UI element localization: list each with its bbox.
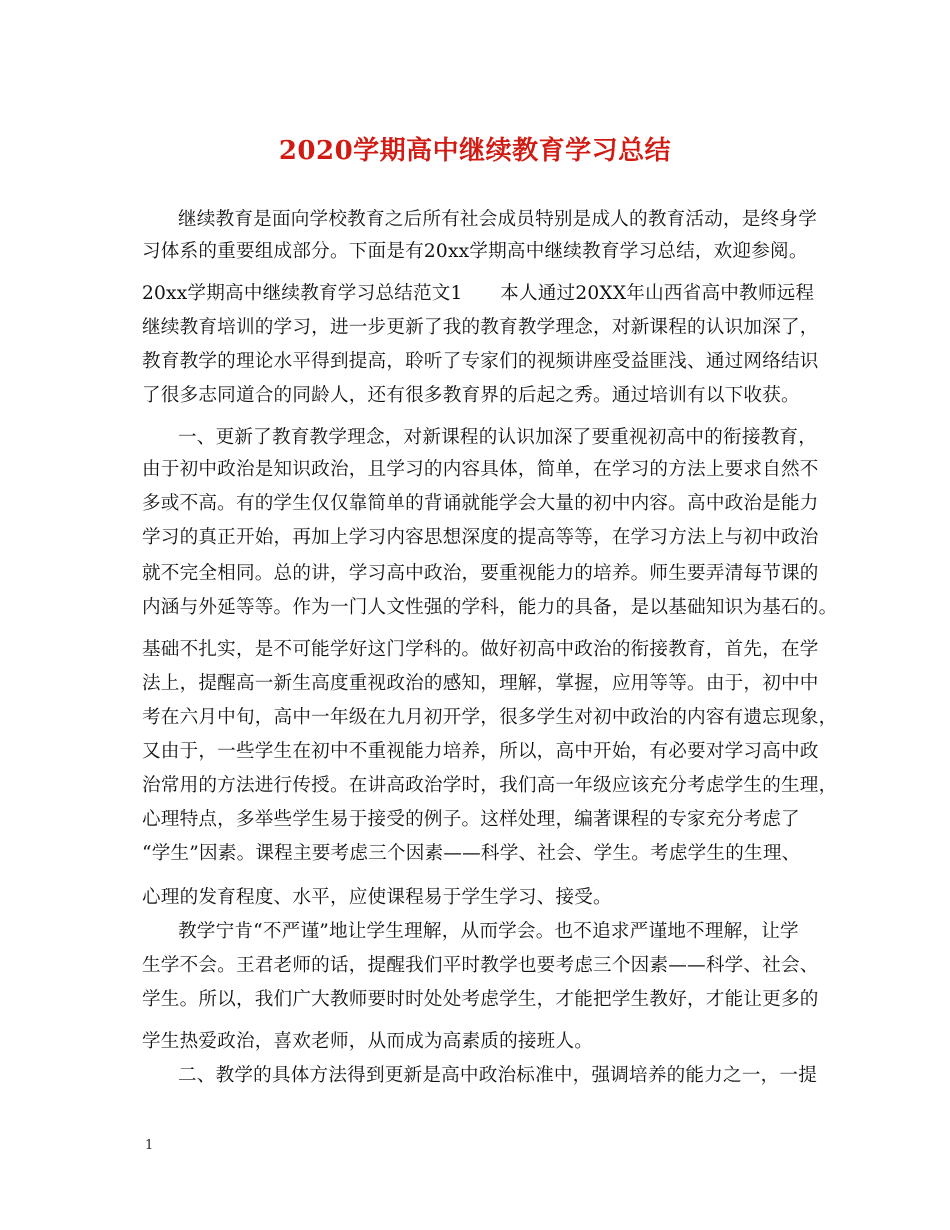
text-line: 学习的真正开始，再加上学习内容思想深度的提高等等，在学习方法上与初中政治 <box>142 527 819 548</box>
text-line: 就不完全相同。总的讲，学习高中政治，要重视能力的培养。师生要弄清每节课的 <box>142 563 819 584</box>
text-line: 习体系的重要组成部分。下面是有20xx学期高中继续教育学习总结，欢迎参阅。 <box>142 241 808 262</box>
text-line: 心理特点，多举些学生易于接受的例子。这样处理，编著课程的专家充分考虑了 <box>142 809 800 830</box>
text-line: 心理的发育程度、水平，应使课程易于学生学习、接受。 <box>142 887 612 908</box>
text-line: 又由于，一些学生在初中不重视能力培养，所以，高中开始，有必要对学习高中政 <box>142 741 819 762</box>
text-line: 二、教学的具体方法得到更新是高中政治标准中，强调培养的能力之一，一提 <box>178 1065 817 1086</box>
text-line: 考在六月中旬，高中一年级在九月初开学，很多学生对初中政治的内容有遗忘现象， <box>142 707 838 728</box>
text-line: “学生”因素。课程主要考虑三个因素——科学、社会、学生。考虑学生的生理、 <box>142 843 801 864</box>
text-line: 学生。所以，我们广大教师要时时处处考虑学生，才能把学生教好，才能让更多的 <box>142 989 819 1010</box>
document-title: 2020学期高中继续教育学习总结 <box>278 136 672 166</box>
text-line: 治常用的方法进行传授。在讲高政治学时，我们高一年级应该充分考虑学生的生理， <box>142 775 838 796</box>
text-line: 一、更新了教育教学理念，对新课程的认识加深了要重视初高中的衔接教育， <box>178 427 817 448</box>
text-line: 内涵与外延等等。作为一门人文性强的学科，能力的具备，是以基础知识为基石的。 <box>142 597 838 618</box>
text-line: 继续教育是面向学校教育之后所有社会成员特别是成人的教育活动，是终身学 <box>178 209 817 230</box>
text-line: 20xx学期高中继续教育学习总结范文1 本人通过20XX年山西省高中教师远程 <box>142 283 815 304</box>
text-line: 教学宁肯“不严谨”地让学生理解，从而学会。也不追求严谨地不理解，让学 <box>178 921 799 942</box>
text-line: 了很多志同道合的同龄人，还有很多教育界的后起之秀。通过培训有以下收获。 <box>142 385 800 406</box>
text-line: 基础不扎实，是不可能学好这门学科的。做好初高中政治的衔接教育，首先，在学 <box>142 639 819 660</box>
text-line: 学生热爱政治，喜欢老师，从而成为高素质的接班人。 <box>142 1031 594 1052</box>
text-line: 法上，提醒高一新生高度重视政治的感知，理解，掌握，应用等等。由于，初中中 <box>142 673 819 694</box>
text-line: 继续教育培训的学习，进一步更新了我的教育教学理念，对新课程的认识加深了， <box>142 317 819 338</box>
page-number: 1 <box>145 1138 154 1153</box>
text-line: 生学不会。王君老师的话，提醒我们平时教学也要考虑三个因素——科学、社会、 <box>142 955 819 976</box>
text-line: 教育教学的理论水平得到提高，聆听了专家们的视频讲座受益匪浅、通过网络结识 <box>142 351 819 372</box>
text-line: 多或不高。有的学生仅仅靠简单的背诵就能学会大量的初中内容。高中政治是能力 <box>142 493 819 514</box>
text-line: 由于初中政治是知识政治，且学习的内容具体，简单，在学习的方法上要求自然不 <box>142 459 819 480</box>
